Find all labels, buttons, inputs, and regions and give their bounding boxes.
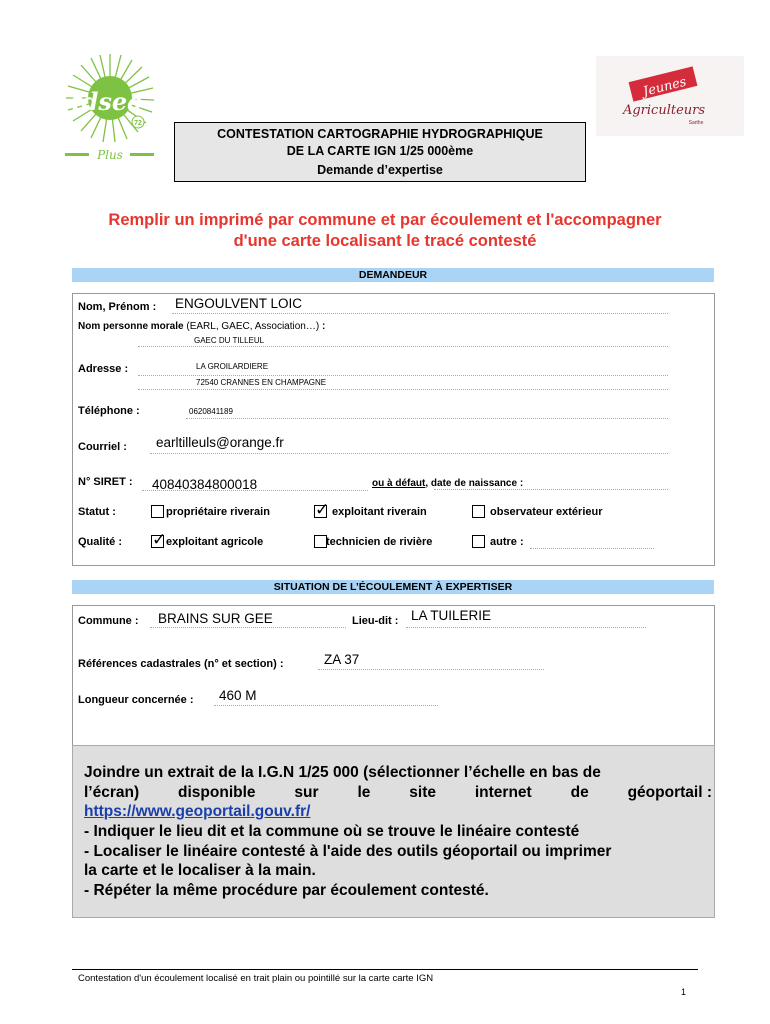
naissance-underline — [434, 489, 668, 490]
qualite-autre-underline[interactable] — [530, 548, 654, 549]
fdsea-number: 72 — [134, 120, 142, 127]
naissance-label: ou à défaut, date de naissance : — [372, 478, 524, 489]
statut-proprietaire-label: propriétaire riverain — [166, 506, 270, 518]
lieudit-label: Lieu-dit : — [352, 615, 399, 627]
instructions-line7: - Répéter la même procédure par écoulement contesté. — [84, 882, 489, 899]
fdsea-plus: Plus — [97, 148, 123, 162]
demandeur-frame — [72, 293, 715, 566]
nom-field[interactable]: ENGOULVENT LOIC — [175, 296, 303, 311]
references-cadastrales-field[interactable]: ZA 37 — [324, 652, 360, 667]
checkmark-icon: ✓ — [152, 530, 167, 549]
qualite-technicien-label: technicien de rivière — [326, 536, 433, 548]
instructions-line1: Joindre un extrait de la I.G.N 1/25 000 (sélectionner l’échelle en bas de — [84, 764, 601, 781]
statut-observateur-label: observateur extérieur — [490, 506, 603, 518]
courriel-label: Courriel : — [78, 441, 127, 453]
commune-field[interactable]: BRAINS SUR GEE — [158, 611, 273, 626]
footer-text: Contestation d'un écoulement localisé en trait plain ou pointillé sur la carte carte IGN — [78, 973, 434, 984]
lieudit-field[interactable]: LA TUILERIE — [411, 608, 492, 623]
statut-exploitant-label: exploitant riverain — [332, 506, 427, 518]
checkmark-icon: ✓ — [315, 500, 330, 519]
title-line2: DE LA CARTE IGN 1/25 000ème — [286, 144, 474, 158]
siret-underline — [142, 490, 368, 491]
adresse-line2-underline — [138, 389, 668, 390]
instructions-line2: l’écran) disponible sur le site internet de géoportail : — [84, 784, 712, 801]
fdsea-text: fdsea — [71, 87, 143, 116]
jeunes-agriculteurs-logo — [596, 56, 744, 136]
instructions-line4: - Indiquer le lieu dit et la commune où se trouve le linéaire contesté — [84, 823, 580, 840]
qualite-exploitant-checkbox[interactable] — [151, 530, 167, 549]
situation-section-header: SITUATION DE L’ÉCOULEMENT À EXPERTISER — [72, 580, 714, 594]
nom-label: Nom, Prénom : — [78, 301, 157, 313]
instructions-line6: la carte et le localiser à la main. — [84, 862, 316, 879]
qualite-label: Qualité : — [78, 536, 123, 548]
commune-label: Commune : — [78, 615, 139, 627]
instruction-line1: Remplir un imprimé par commune et par écoulement et l'accompagner — [108, 211, 662, 229]
adresse-line2-field[interactable]: 72540 CRANNES EN CHAMPAGNE — [196, 378, 327, 387]
qualite-autre-checkbox[interactable] — [472, 535, 485, 548]
ja-line2: Agriculteurs — [622, 103, 706, 118]
adresse-label: Adresse : — [78, 363, 129, 375]
adresse-line1-field[interactable]: LA GROILARDIERE — [196, 362, 269, 371]
geoportail-link[interactable]: https://www.geoportail.gouv.fr/ — [84, 803, 311, 820]
courriel-underline — [150, 453, 668, 454]
qualite-exploitant-label: exploitant agricole — [166, 536, 264, 548]
references-cadastrales-underline — [318, 669, 544, 670]
telephone-underline — [186, 418, 668, 419]
statut-proprietaire-checkbox[interactable] — [151, 505, 164, 518]
lieudit-underline — [406, 627, 646, 628]
personne-morale-field[interactable]: GAEC DU TILLEUL — [194, 336, 265, 345]
qualite-autre-label: autre : — [490, 536, 524, 548]
instruction-line2: d'une carte localisant le tracé contesté — [233, 232, 537, 250]
title-line1: CONTESTATION CARTOGRAPHIE HYDROGRAPHIQUE — [217, 127, 543, 141]
courriel-field[interactable]: earltilleuls@orange.fr — [156, 435, 284, 450]
telephone-field[interactable]: 0620841189 — [189, 407, 233, 416]
nom-underline — [172, 313, 668, 314]
footer-divider — [72, 969, 698, 970]
statut-label: Statut : — [78, 506, 116, 518]
commune-underline — [150, 627, 346, 628]
telephone-label: Téléphone : — [78, 405, 140, 417]
longueur-underline — [214, 705, 438, 706]
page-number: 1 — [681, 987, 687, 997]
siret-field[interactable]: 40840384800018 — [152, 477, 258, 492]
ja-line1: Jeunes — [641, 74, 688, 100]
personne-morale-underline — [138, 346, 668, 347]
statut-observateur-checkbox[interactable] — [472, 505, 485, 518]
references-cadastrales-label: Références cadastrales (n° et section) : — [78, 658, 284, 670]
longueur-label: Longueur concernée : — [78, 694, 194, 706]
document-title-box — [174, 122, 586, 182]
longueur-field[interactable]: 460 M — [219, 688, 257, 703]
ja-line3: Sarthe — [688, 120, 704, 126]
title-line3: Demande d’expertise — [317, 163, 443, 177]
demandeur-section-header: DEMANDEUR — [72, 268, 714, 282]
personne-morale-label: Nom personne morale (EARL, GAEC, Association…) : — [78, 321, 326, 332]
statut-exploitant-checkbox[interactable] — [314, 500, 330, 519]
fdsea-logo — [60, 48, 160, 168]
siret-label: N° SIRET : — [78, 476, 133, 488]
adresse-line1-underline — [138, 375, 668, 376]
instructions-line5: - Localiser le linéaire contesté à l'aide des outils géoportail ou imprimer — [84, 843, 612, 860]
